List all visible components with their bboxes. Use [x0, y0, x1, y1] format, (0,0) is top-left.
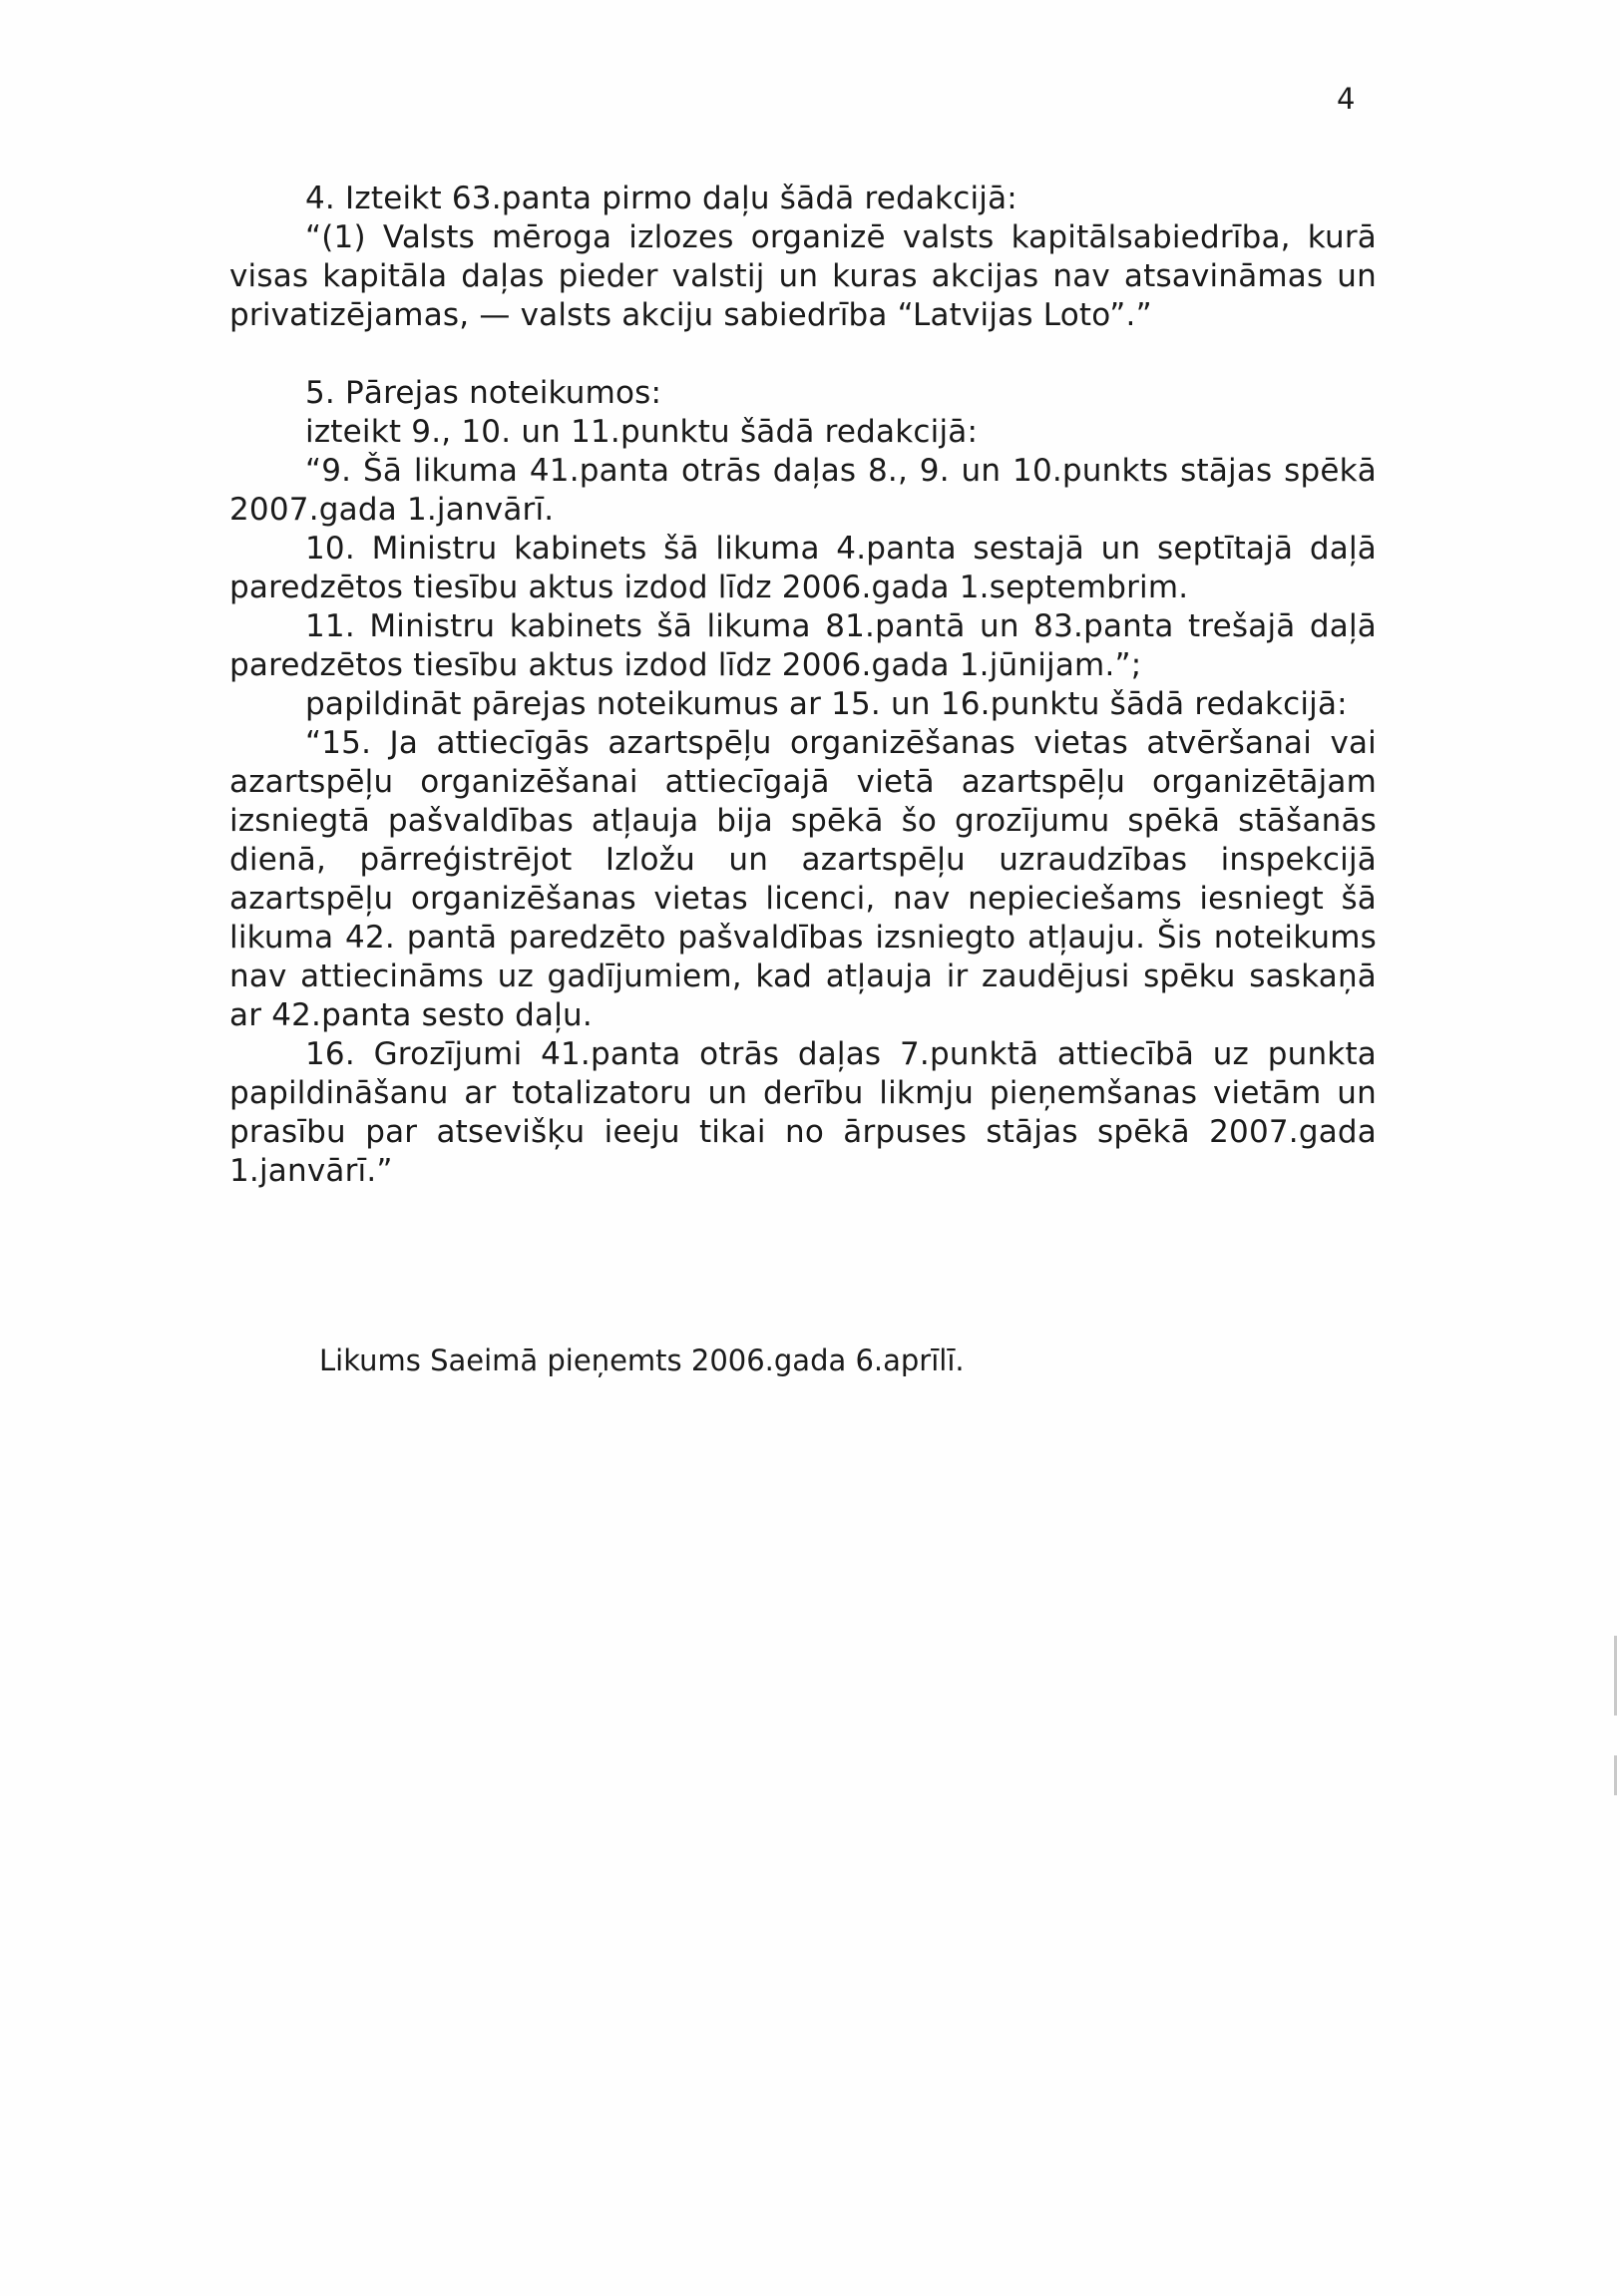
transitional-point-11: 11. Ministru kabinets šā likuma 81.pantā un 83.panta trešajā daļā paredzētos tiesību aktus izdod līdz 2006.gada 1.jūnijam.”; — [229, 608, 1377, 683]
transitional-point-15: “15. Ja attiecīgās azartspēļu organizēšanas vietas atvēršanai vai azartspēļu organizēšanai attiecīgajā vietā azartspēļu organizētājam izsniegtā pašvaldības atļauja bija spēkā šo grozījumu spēkā stāšanās dienā, pārreģistrējot Izložu un azartspēļu uzraudzības inspekcijā azartspēļu organizēšanas vietas licenci, nav nepieciešams iesniegt šā likuma 42. pantā paredzēto pašvaldības izsniegto atļauju. Šis noteikums nav attiecināms uz gadījumiem, kad atļauja ir zaudējusi spēku saskaņā ar 42.panta sesto daļu. — [229, 725, 1377, 1033]
section-4-paragraph: “(1) Valsts mēroga izlozes organizē valsts kapitālsabiedrība, kurā visas kapitāla daļas pieder valstij un kuras akcijas nav atsavināmas un privatizējamas, — valsts akciju sabiedrība “Latvijas Loto”.” — [229, 219, 1377, 333]
transitional-point-16: 16. Grozījumi 41.panta otrās daļas 7.punktā attiecībā uz punkta papildināšanu ar totalizatoru un derību likmju pieņemšanas vietām un prasību par atsevišķu ieeju tikai no ārpuses stājas spēkā 2007.gada 1.janvārī.” — [229, 1036, 1377, 1189]
section-5-paragraph-supplement: papildināt pārejas noteikumus ar 15. un 16.punktu šādā redakcijā: — [305, 686, 1348, 722]
document-body — [229, 180, 1377, 1191]
section-gap — [229, 335, 1377, 374]
scan-edge-mark — [1614, 1755, 1617, 1795]
adoption-note: Likums Saeimā pieņemts 2006.gada 6.aprīlī. — [319, 1343, 965, 1377]
page-number: 4 — [1337, 82, 1356, 116]
scan-edge-mark — [1614, 1636, 1617, 1716]
section-4-heading: 4. Izteikt 63.panta pirmo daļu šādā redakcijā: — [305, 181, 1017, 216]
transitional-point-10: 10. Ministru kabinets šā likuma 4.panta sestajā un septītajā daļā paredzētos tiesību aktus izdod līdz 2006.gada 1.septembrim. — [229, 531, 1377, 605]
transitional-point-9: “9. Šā likuma 41.panta otrās daļas 8., 9. un 10.punkts stājas spēkā 2007.gada 1.janvārī. — [229, 453, 1377, 528]
section-5-heading: 5. Pārejas noteikumos: — [305, 375, 662, 411]
section-5-paragraph-intro: izteikt 9., 10. un 11.punktu šādā redakcijā: — [305, 414, 979, 450]
